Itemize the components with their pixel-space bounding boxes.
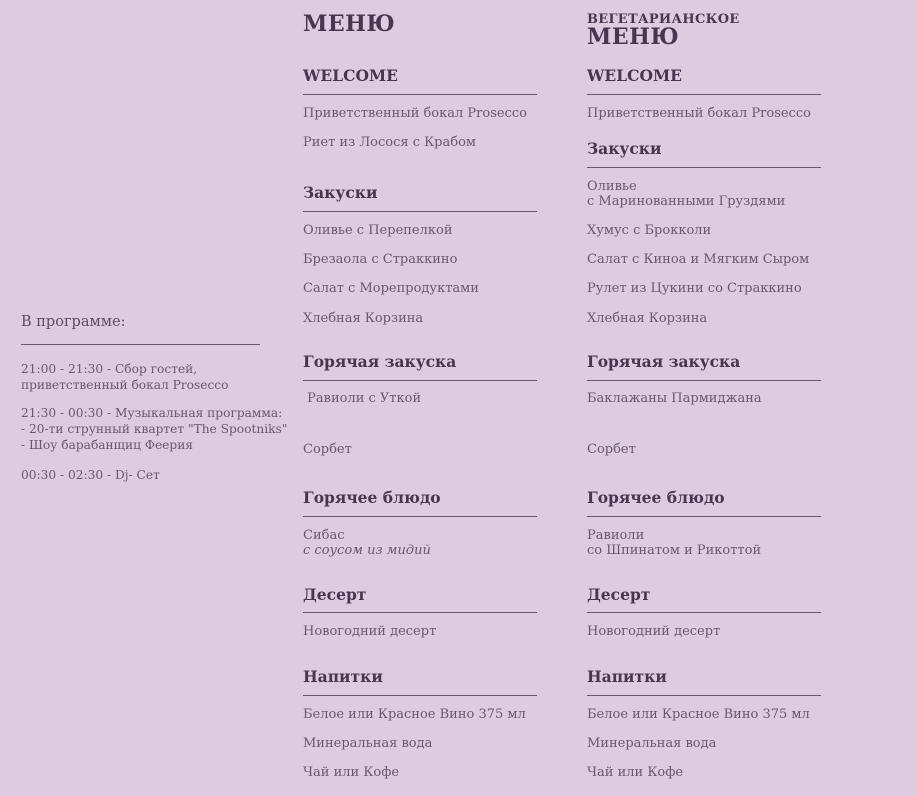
section-divider <box>303 516 537 517</box>
menu-item: Сорбет <box>303 442 352 457</box>
menu-section-hot-snack: Горячая закуска <box>303 352 457 371</box>
menu-item-line: со Шпинатом и Рикоттой <box>587 543 762 558</box>
menu-item: Чай или Кофе <box>587 765 684 780</box>
menu-item: Сорбет <box>587 442 636 457</box>
menu-item: Белое или Красное Вино 375 мл <box>587 707 810 722</box>
menu-item: Хумус с Брокколи <box>587 223 712 238</box>
menu-section-dessert: Десерт <box>303 585 367 604</box>
section-divider <box>303 695 537 696</box>
menu-item: Оливье с Перепелкой <box>303 223 453 238</box>
menu-item: Приветственный бокал Prosecco <box>587 106 811 121</box>
program-line: приветственный бокал Prosecco <box>21 378 229 392</box>
program-divider <box>21 344 260 345</box>
menu-item: Салат с Морепродуктами <box>303 281 479 296</box>
veg-title: МЕНЮ <box>587 24 680 50</box>
menu-item: Рулет из Цукини со Страккино <box>587 281 802 296</box>
menu-item-line: Оливье <box>587 179 637 194</box>
menu-item-line: Сибас <box>303 528 345 543</box>
menu-item: Новогодний десерт <box>587 624 721 639</box>
veg-section-welcome: WELCOME <box>587 66 682 85</box>
program-heading: В программе: <box>21 314 126 330</box>
section-divider <box>587 94 821 95</box>
menu-item <box>587 528 761 558</box>
veg-section-hot-dish: Горячее блюдо <box>587 488 725 507</box>
menu-item: Минеральная вода <box>587 736 717 751</box>
section-divider <box>587 612 821 613</box>
menu-title: МЕНЮ <box>303 11 396 37</box>
menu-item <box>587 179 785 209</box>
program-block-2 <box>21 405 287 453</box>
veg-section-drinks: Напитки <box>587 667 667 686</box>
menu-section-welcome: WELCOME <box>303 66 398 85</box>
menu-item <box>303 528 431 558</box>
section-divider <box>303 380 537 381</box>
section-divider <box>303 612 537 613</box>
menu-item: Новогодний десерт <box>303 624 437 639</box>
program-line: 21:00 - 21:30 - Сбор гостей, <box>21 362 198 376</box>
section-divider <box>303 94 537 95</box>
menu-item: Брезаола с Страккино <box>303 252 458 267</box>
section-divider <box>587 695 821 696</box>
section-divider <box>587 380 821 381</box>
menu-item: Приветственный бокал Prosecco <box>303 106 527 121</box>
menu-item: Салат с Киноа и Мягким Сыром <box>587 252 810 267</box>
menu-item: Белое или Красное Вино 375 мл <box>303 707 526 722</box>
section-divider <box>587 167 821 168</box>
menu-item: Риет из Лосося с Крабом <box>303 135 477 150</box>
program-line: 00:30 - 02:30 - Dj- Сет <box>21 468 160 482</box>
menu-item: Равиоли с Уткой <box>303 391 422 406</box>
veg-section-dessert: Десерт <box>587 585 651 604</box>
program-block-3 <box>21 467 160 483</box>
program-block-1 <box>21 361 228 393</box>
menu-item: Чай или Кофе <box>303 765 400 780</box>
menu-item-line: с Маринованными Груздями <box>587 194 786 209</box>
menu-item-note: с соусом из мидий <box>303 543 431 558</box>
menu-section-snacks: Закуски <box>303 183 378 202</box>
veg-title-top: ВЕГЕТАРИАНСКОЕ <box>587 12 740 27</box>
section-divider <box>587 516 821 517</box>
menu-item: Баклажаны Пармиджана <box>587 391 762 406</box>
veg-section-snacks: Закуски <box>587 139 662 158</box>
menu-item-line: Равиоли <box>587 528 645 543</box>
veg-section-hot-snack: Горячая закуска <box>587 352 741 371</box>
program-line: 21:30 - 00:30 - Музыкальная программа: <box>21 406 283 420</box>
program-line: - Шоу барабанщиц Феерия <box>21 438 193 452</box>
menu-item: Хлебная Корзина <box>303 311 424 326</box>
section-divider <box>303 211 537 212</box>
menu-section-drinks: Напитки <box>303 667 383 686</box>
menu-item: Хлебная Корзина <box>587 311 708 326</box>
program-line: - 20-ти струнный квартет "The Spootniks" <box>21 422 288 436</box>
menu-section-hot-dish: Горячее блюдо <box>303 488 441 507</box>
menu-item: Минеральная вода <box>303 736 433 751</box>
